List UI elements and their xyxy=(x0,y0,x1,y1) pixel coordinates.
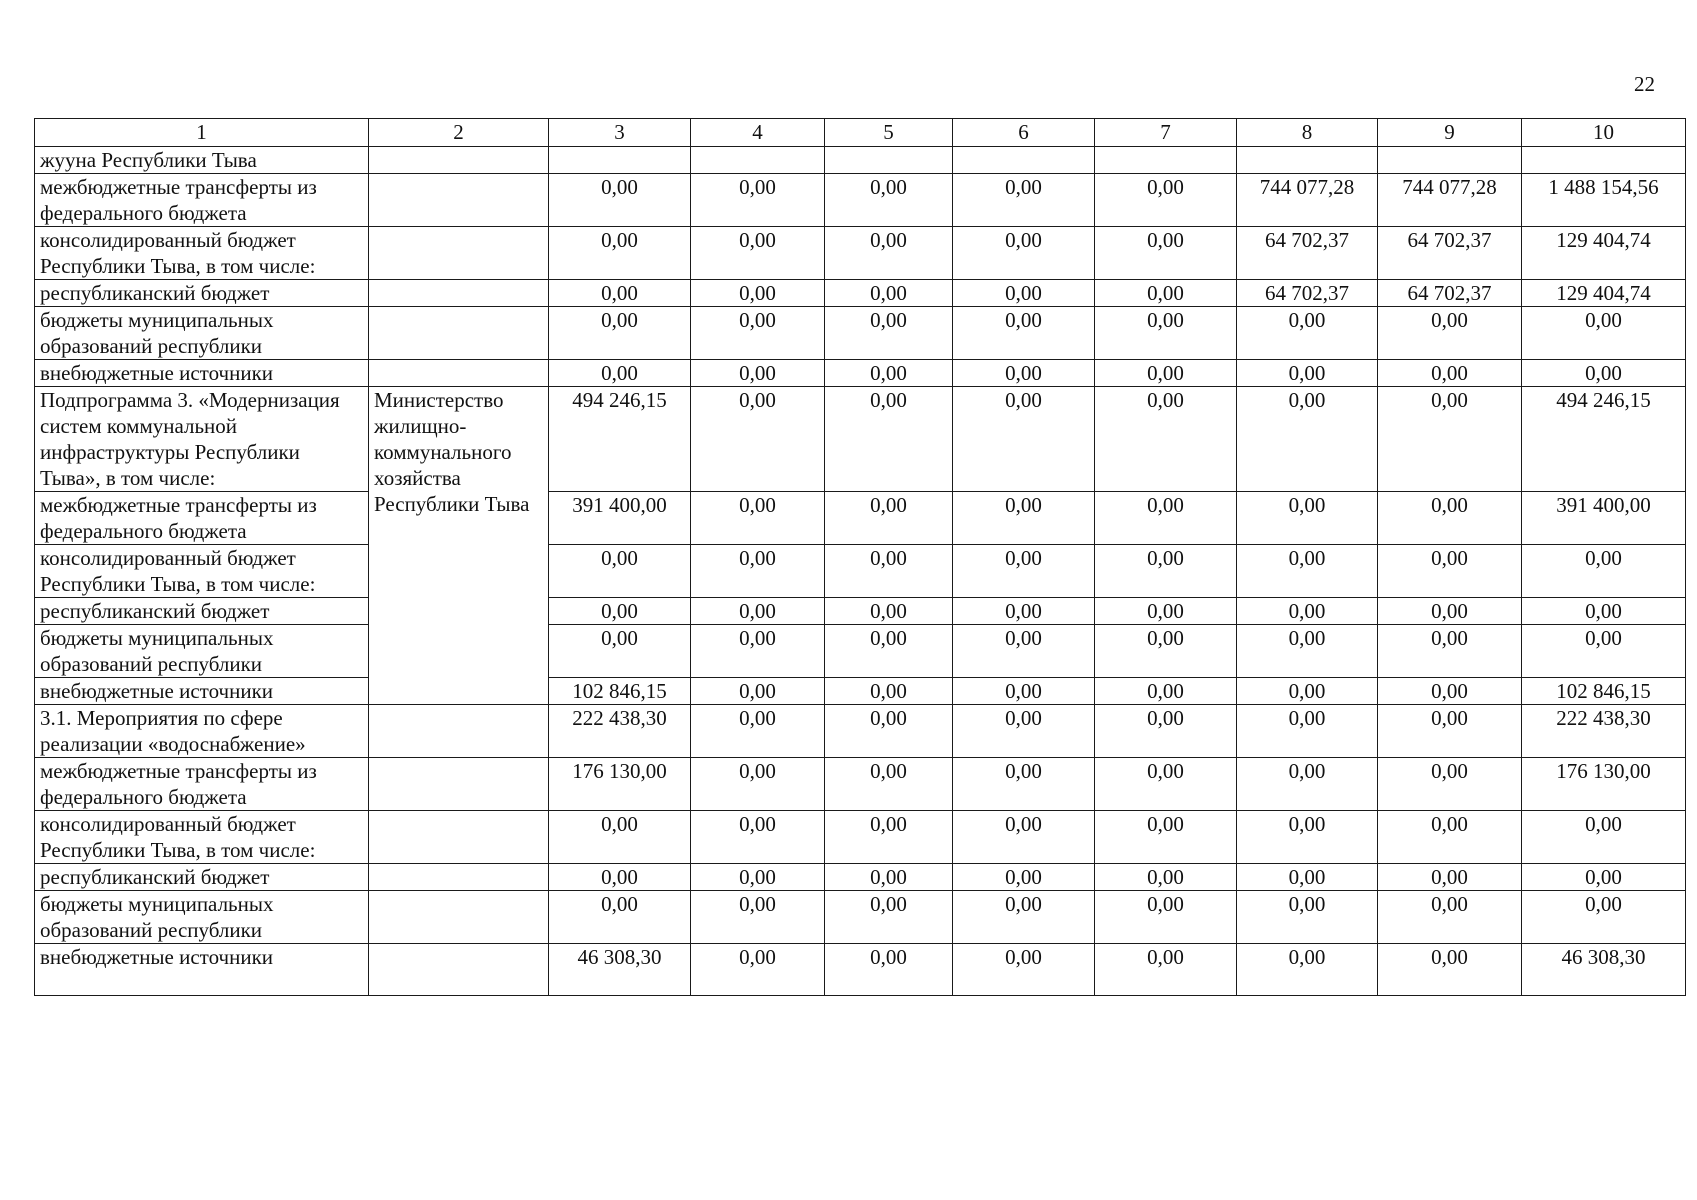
column-header: 9 xyxy=(1378,119,1522,147)
value-cell: 129 404,74 xyxy=(1522,280,1686,307)
value-cell: 0,00 xyxy=(691,598,825,625)
table-row xyxy=(35,864,1686,891)
value-cell: 0,00 xyxy=(1378,758,1522,811)
value-cell: 64 702,37 xyxy=(1237,227,1378,280)
row-label: республиканский бюджет xyxy=(35,280,369,307)
row-label: республиканский бюджет xyxy=(35,598,369,625)
row-label: межбюджетные трансферты из федерального бюджета xyxy=(35,492,369,545)
page-number: 22 xyxy=(1634,72,1655,96)
value-cell: 0,00 xyxy=(691,545,825,598)
value-cell: 0,00 xyxy=(825,387,953,492)
value-cell: 0,00 xyxy=(953,678,1095,705)
table-row xyxy=(35,598,1686,625)
value-cell: 0,00 xyxy=(825,891,953,944)
value-cell: 0,00 xyxy=(953,280,1095,307)
row-label: межбюджетные трансферты из федерального бюджета xyxy=(35,758,369,811)
table-row xyxy=(35,307,1686,360)
value-cell: 0,00 xyxy=(1095,387,1237,492)
value-cell: 0,00 xyxy=(1237,891,1378,944)
value-cell: 0,00 xyxy=(1522,545,1686,598)
value-cell: 0,00 xyxy=(825,227,953,280)
value-cell: 0,00 xyxy=(1095,678,1237,705)
table-row xyxy=(35,174,1686,227)
table-row xyxy=(35,678,1686,705)
budget-table xyxy=(34,118,1686,996)
value-cell xyxy=(1237,147,1378,174)
value-cell: 0,00 xyxy=(1378,864,1522,891)
value-cell: 0,00 xyxy=(691,227,825,280)
value-cell: 0,00 xyxy=(1237,944,1378,996)
row-label: консолидированный бюджет Республики Тыва, в том числе: xyxy=(35,227,369,280)
value-cell: 46 308,30 xyxy=(549,944,691,996)
row-label: республиканский бюджет xyxy=(35,864,369,891)
value-cell: 0,00 xyxy=(1522,891,1686,944)
value-cell: 0,00 xyxy=(953,227,1095,280)
column-header: 7 xyxy=(1095,119,1237,147)
value-cell: 0,00 xyxy=(1095,625,1237,678)
row-label: межбюджетные трансферты из федерального бюджета xyxy=(35,174,369,227)
value-cell xyxy=(1095,147,1237,174)
value-cell: 102 846,15 xyxy=(1522,678,1686,705)
table-row xyxy=(35,758,1686,811)
value-cell: 0,00 xyxy=(549,360,691,387)
table-row xyxy=(35,891,1686,944)
value-cell xyxy=(953,147,1095,174)
value-cell: 0,00 xyxy=(549,811,691,864)
value-cell xyxy=(691,147,825,174)
row-label: 3.1. Мероприятия по сфере реализации «водоснабжение» xyxy=(35,705,369,758)
value-cell: 222 438,30 xyxy=(1522,705,1686,758)
value-cell: 0,00 xyxy=(691,864,825,891)
value-cell: 0,00 xyxy=(1095,864,1237,891)
value-cell: 0,00 xyxy=(825,678,953,705)
row-label: бюджеты муниципальных образований республики xyxy=(35,625,369,678)
value-cell: 0,00 xyxy=(691,174,825,227)
value-cell: 0,00 xyxy=(691,705,825,758)
value-cell: 0,00 xyxy=(1378,387,1522,492)
value-cell: 0,00 xyxy=(1237,360,1378,387)
value-cell: 0,00 xyxy=(1522,625,1686,678)
value-cell xyxy=(549,147,691,174)
value-cell: 0,00 xyxy=(825,307,953,360)
value-cell: 0,00 xyxy=(1378,598,1522,625)
value-cell: 0,00 xyxy=(549,227,691,280)
value-cell: 0,00 xyxy=(1095,307,1237,360)
column-header: 6 xyxy=(953,119,1095,147)
value-cell: 0,00 xyxy=(825,705,953,758)
row-label: консолидированный бюджет Республики Тыва, в том числе: xyxy=(35,545,369,598)
table-row xyxy=(35,625,1686,678)
value-cell: 0,00 xyxy=(825,811,953,864)
value-cell: 0,00 xyxy=(1095,545,1237,598)
value-cell: 64 702,37 xyxy=(1378,227,1522,280)
column-header: 2 xyxy=(369,119,549,147)
organization-cell-empty xyxy=(369,705,549,758)
table-row xyxy=(35,360,1686,387)
value-cell: 102 846,15 xyxy=(549,678,691,705)
value-cell: 0,00 xyxy=(1095,891,1237,944)
value-cell xyxy=(1378,147,1522,174)
value-cell: 0,00 xyxy=(1237,705,1378,758)
table-row xyxy=(35,147,1686,174)
value-cell xyxy=(825,147,953,174)
organization-cell-empty xyxy=(369,811,549,864)
value-cell: 176 130,00 xyxy=(1522,758,1686,811)
value-cell: 64 702,37 xyxy=(1237,280,1378,307)
value-cell: 744 077,28 xyxy=(1237,174,1378,227)
value-cell: 64 702,37 xyxy=(1378,280,1522,307)
header-row xyxy=(35,119,1686,147)
value-cell: 0,00 xyxy=(1522,864,1686,891)
table-row xyxy=(35,944,1686,996)
value-cell: 0,00 xyxy=(825,598,953,625)
organization-cell-empty xyxy=(369,174,549,227)
value-cell: 0,00 xyxy=(1378,360,1522,387)
row-label: консолидированный бюджет Республики Тыва, в том числе: xyxy=(35,811,369,864)
value-cell: 0,00 xyxy=(1095,360,1237,387)
value-cell: 0,00 xyxy=(953,307,1095,360)
value-cell: 0,00 xyxy=(1522,360,1686,387)
value-cell: 0,00 xyxy=(1095,811,1237,864)
column-header: 1 xyxy=(35,119,369,147)
row-label: бюджеты муниципальных образований республики xyxy=(35,307,369,360)
value-cell: 0,00 xyxy=(1237,758,1378,811)
value-cell: 0,00 xyxy=(1237,678,1378,705)
table-row xyxy=(35,492,1686,545)
value-cell: 0,00 xyxy=(1237,598,1378,625)
table-row xyxy=(35,280,1686,307)
value-cell: 0,00 xyxy=(549,280,691,307)
value-cell: 222 438,30 xyxy=(549,705,691,758)
value-cell: 0,00 xyxy=(1095,492,1237,545)
value-cell: 0,00 xyxy=(825,944,953,996)
value-cell: 0,00 xyxy=(1378,625,1522,678)
value-cell: 0,00 xyxy=(1378,307,1522,360)
value-cell: 0,00 xyxy=(825,492,953,545)
value-cell xyxy=(1522,147,1686,174)
column-header: 8 xyxy=(1237,119,1378,147)
value-cell: 0,00 xyxy=(1237,307,1378,360)
value-cell: 494 246,15 xyxy=(549,387,691,492)
value-cell: 176 130,00 xyxy=(549,758,691,811)
value-cell: 0,00 xyxy=(1237,625,1378,678)
value-cell: 0,00 xyxy=(691,360,825,387)
column-header: 5 xyxy=(825,119,953,147)
value-cell: 0,00 xyxy=(1378,678,1522,705)
value-cell: 0,00 xyxy=(825,864,953,891)
value-cell: 0,00 xyxy=(1522,598,1686,625)
organization-cell-empty xyxy=(369,307,549,360)
value-cell: 0,00 xyxy=(691,307,825,360)
organization-cell-empty xyxy=(369,360,549,387)
row-label: внебюджетные источники xyxy=(35,360,369,387)
value-cell: 46 308,30 xyxy=(1522,944,1686,996)
value-cell: 129 404,74 xyxy=(1522,227,1686,280)
organization-cell-empty xyxy=(369,864,549,891)
value-cell: 0,00 xyxy=(1237,545,1378,598)
value-cell: 0,00 xyxy=(1378,891,1522,944)
organization-cell-empty xyxy=(369,280,549,307)
organization-cell-empty xyxy=(369,891,549,944)
value-cell: 0,00 xyxy=(691,944,825,996)
value-cell: 0,00 xyxy=(1095,280,1237,307)
organization-cell-empty xyxy=(369,758,549,811)
value-cell: 0,00 xyxy=(1378,492,1522,545)
value-cell: 0,00 xyxy=(1237,387,1378,492)
value-cell: 0,00 xyxy=(1095,944,1237,996)
value-cell: 0,00 xyxy=(691,387,825,492)
table-row xyxy=(35,705,1686,758)
table-row xyxy=(35,811,1686,864)
value-cell: 0,00 xyxy=(1095,758,1237,811)
value-cell: 0,00 xyxy=(1522,307,1686,360)
value-cell: 744 077,28 xyxy=(1378,174,1522,227)
value-cell: 391 400,00 xyxy=(549,492,691,545)
table-body xyxy=(35,119,1686,996)
value-cell: 0,00 xyxy=(1095,598,1237,625)
organization-cell-empty xyxy=(369,147,549,174)
value-cell: 0,00 xyxy=(953,891,1095,944)
column-header: 3 xyxy=(549,119,691,147)
value-cell: 0,00 xyxy=(825,758,953,811)
value-cell: 0,00 xyxy=(953,944,1095,996)
value-cell: 0,00 xyxy=(825,545,953,598)
organization-cell-empty xyxy=(369,944,549,996)
value-cell: 0,00 xyxy=(691,280,825,307)
value-cell: 0,00 xyxy=(953,360,1095,387)
value-cell: 0,00 xyxy=(825,174,953,227)
value-cell: 0,00 xyxy=(1378,944,1522,996)
value-cell: 0,00 xyxy=(691,492,825,545)
value-cell: 0,00 xyxy=(1378,705,1522,758)
value-cell: 494 246,15 xyxy=(1522,387,1686,492)
column-header: 4 xyxy=(691,119,825,147)
value-cell: 0,00 xyxy=(953,705,1095,758)
responsible-organization: Министерство жилищно-коммунального хозяйства Республики Тыва xyxy=(369,387,549,705)
value-cell: 0,00 xyxy=(549,307,691,360)
value-cell: 0,00 xyxy=(825,625,953,678)
value-cell: 0,00 xyxy=(549,598,691,625)
value-cell: 1 488 154,56 xyxy=(1522,174,1686,227)
value-cell: 0,00 xyxy=(1237,864,1378,891)
value-cell: 0,00 xyxy=(1095,227,1237,280)
value-cell: 0,00 xyxy=(1522,811,1686,864)
value-cell: 0,00 xyxy=(691,811,825,864)
organization-cell-empty xyxy=(369,227,549,280)
value-cell: 0,00 xyxy=(549,891,691,944)
row-label: Подпрограмма 3. «Модернизация систем коммунальной инфраструктуры Республики Тыва», в том числе: xyxy=(35,387,369,492)
value-cell: 0,00 xyxy=(1378,545,1522,598)
value-cell: 0,00 xyxy=(953,758,1095,811)
table-row xyxy=(35,227,1686,280)
value-cell: 0,00 xyxy=(953,625,1095,678)
value-cell: 0,00 xyxy=(953,387,1095,492)
value-cell: 0,00 xyxy=(953,492,1095,545)
value-cell: 0,00 xyxy=(1378,811,1522,864)
value-cell: 0,00 xyxy=(953,598,1095,625)
value-cell: 0,00 xyxy=(691,758,825,811)
row-label: внебюджетные источники xyxy=(35,678,369,705)
value-cell: 0,00 xyxy=(825,280,953,307)
value-cell: 0,00 xyxy=(953,174,1095,227)
value-cell: 0,00 xyxy=(953,545,1095,598)
value-cell: 0,00 xyxy=(1237,492,1378,545)
table-row xyxy=(35,387,1686,492)
value-cell: 0,00 xyxy=(1095,705,1237,758)
value-cell: 0,00 xyxy=(691,678,825,705)
value-cell: 0,00 xyxy=(549,625,691,678)
row-label: внебюджетные источники xyxy=(35,944,369,996)
column-header: 10 xyxy=(1522,119,1686,147)
value-cell: 0,00 xyxy=(953,811,1095,864)
value-cell: 0,00 xyxy=(691,891,825,944)
value-cell: 0,00 xyxy=(549,864,691,891)
value-cell: 0,00 xyxy=(1095,174,1237,227)
value-cell: 0,00 xyxy=(1237,811,1378,864)
value-cell: 0,00 xyxy=(549,545,691,598)
table-row xyxy=(35,545,1686,598)
value-cell: 0,00 xyxy=(953,864,1095,891)
row-label: жууна Республики Тыва xyxy=(35,147,369,174)
value-cell: 0,00 xyxy=(691,625,825,678)
row-label: бюджеты муниципальных образований республики xyxy=(35,891,369,944)
value-cell: 391 400,00 xyxy=(1522,492,1686,545)
value-cell: 0,00 xyxy=(825,360,953,387)
value-cell: 0,00 xyxy=(549,174,691,227)
